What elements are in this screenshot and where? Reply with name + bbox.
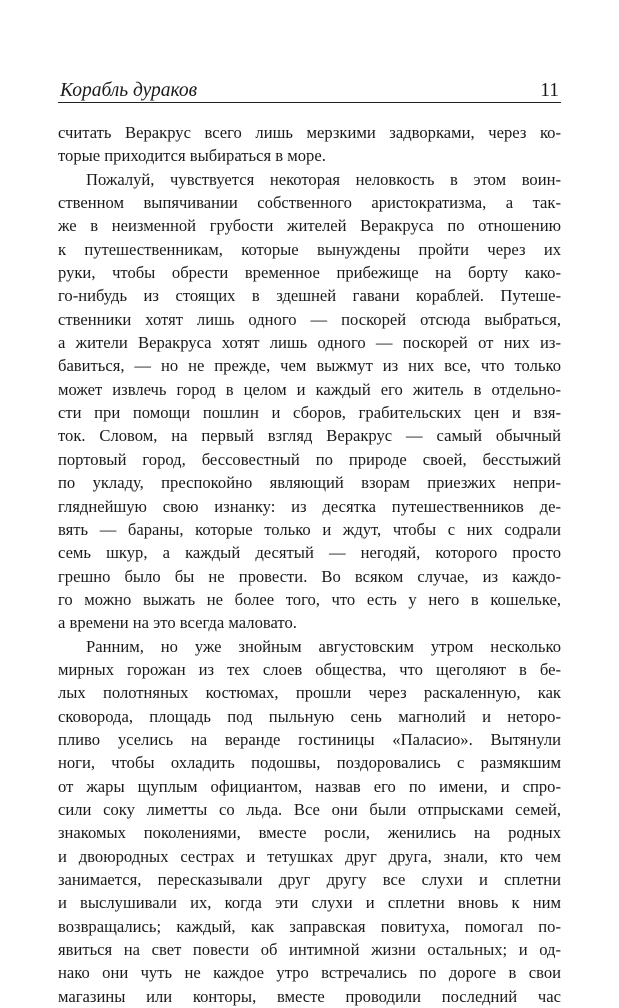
text-line: мирных горожан из тех слоев общества, что щеголяют в бе- (58, 659, 561, 679)
text-line: сти при помощи пошлин и сборов, грабительских цен и взя- (58, 403, 561, 423)
text-line: от жары щуплым официантом, назвав его по имени, и спро- (58, 776, 561, 796)
text-line: лых полотняных костюмах, прошли через раскаленную, как (58, 683, 561, 703)
text-line: и выслушивали их, когда эти слухи и сплетни вновь к ним (58, 893, 561, 913)
text-line: Пожалуй, чувствуется некоторая неловкость в этом воин- (86, 169, 561, 189)
text-line: портовый город, бессовестный по природе своей, бесстыжий (58, 449, 561, 469)
text-line: ноги, чтобы охладить подошвы, поздоровались с размякшим (58, 753, 561, 773)
page-number: 11 (540, 79, 559, 101)
text-line: занимается, пересказывали друг другу все слухи и сплетни (58, 870, 561, 889)
text-line: ток. Словом, на первый взгляд Веракрус — самый обычный (58, 426, 561, 446)
text-line: а времени на это всегда маловато. (58, 613, 297, 633)
text-line: вять — бараны, которые только и ждут, чтобы с них содрали (58, 519, 561, 539)
text-line: магазины или конторы, вместе проводили последний час (58, 986, 561, 1006)
text-line: считать Веракрус всего лишь мерзкими задворками, через ко- (58, 123, 561, 142)
text-line: может извлечь город в целом и каждый его житель в отдельно- (58, 379, 561, 399)
book-page (58, 70, 561, 1008)
text-line: же в неизменной грубости жителей Веракруса по отношению (58, 216, 561, 236)
text-line: а жители Веракруса хотят лишь одного — поскорей от них из- (58, 333, 561, 353)
text-line: гляднейшую свою изнанку: из десятка путешественников де- (58, 496, 561, 516)
text-line: пливо уселись на веранде гостиницы «Паласио». Вытянули (58, 729, 561, 749)
text-line: сковорода, площадь под пыльную сень магнолий и неторо- (58, 706, 561, 726)
text-line: руки, чтобы обрести временное прибежище на борту како- (58, 263, 561, 283)
text-line: го-нибудь из стоящих в здешней гавани кораблей. Путеше- (58, 286, 561, 306)
text-line: сили соку лиметты со льда. Все они были отпрысками семей, (58, 799, 561, 819)
text-line: бавиться, — но не прежде, чем выжмут из них все, что только (58, 356, 561, 376)
text-line: к путешественникам, которые вынуждены пройти через их (58, 239, 561, 259)
text-line: ственном выпячивании собственного аристократизма, а так- (58, 193, 561, 213)
text-line: знакомых поколениями, вместе росли, женились на родных (58, 823, 561, 843)
text-line: го можно выжать не более того, что есть у него в кошельке, (58, 589, 561, 609)
text-line: явиться на свет повести об интимной жизни остальных; и од- (58, 940, 561, 960)
body-text (58, 121, 561, 1008)
text-line: торые приходится выбираться в море. (58, 146, 326, 166)
text-line: и двоюродных сестрах и тетушках друг друга, знали, кто чем (58, 846, 561, 866)
text-line: грешно было бы не провести. Во всяком случае, из каждо- (58, 566, 561, 586)
running-title: Корабль дураков (60, 79, 198, 101)
text-line: ственники хотят лишь одного — поскорей отсюда выбраться, (58, 309, 561, 329)
text-line: нако они чуть не каждое утро встречались по дороге в свои (58, 963, 561, 983)
text-line: семь шкур, а каждый десятый — негодяй, которого просто (58, 543, 561, 563)
text-line: возвращались; каждый, как заправская повитуха, помогал по- (58, 916, 561, 936)
text-line: Ранним, но уже знойным августовским утром несколько (86, 636, 561, 656)
text-line: по укладу, преспокойно являющий взорам приезжих непри- (58, 473, 561, 493)
running-header (58, 70, 561, 103)
